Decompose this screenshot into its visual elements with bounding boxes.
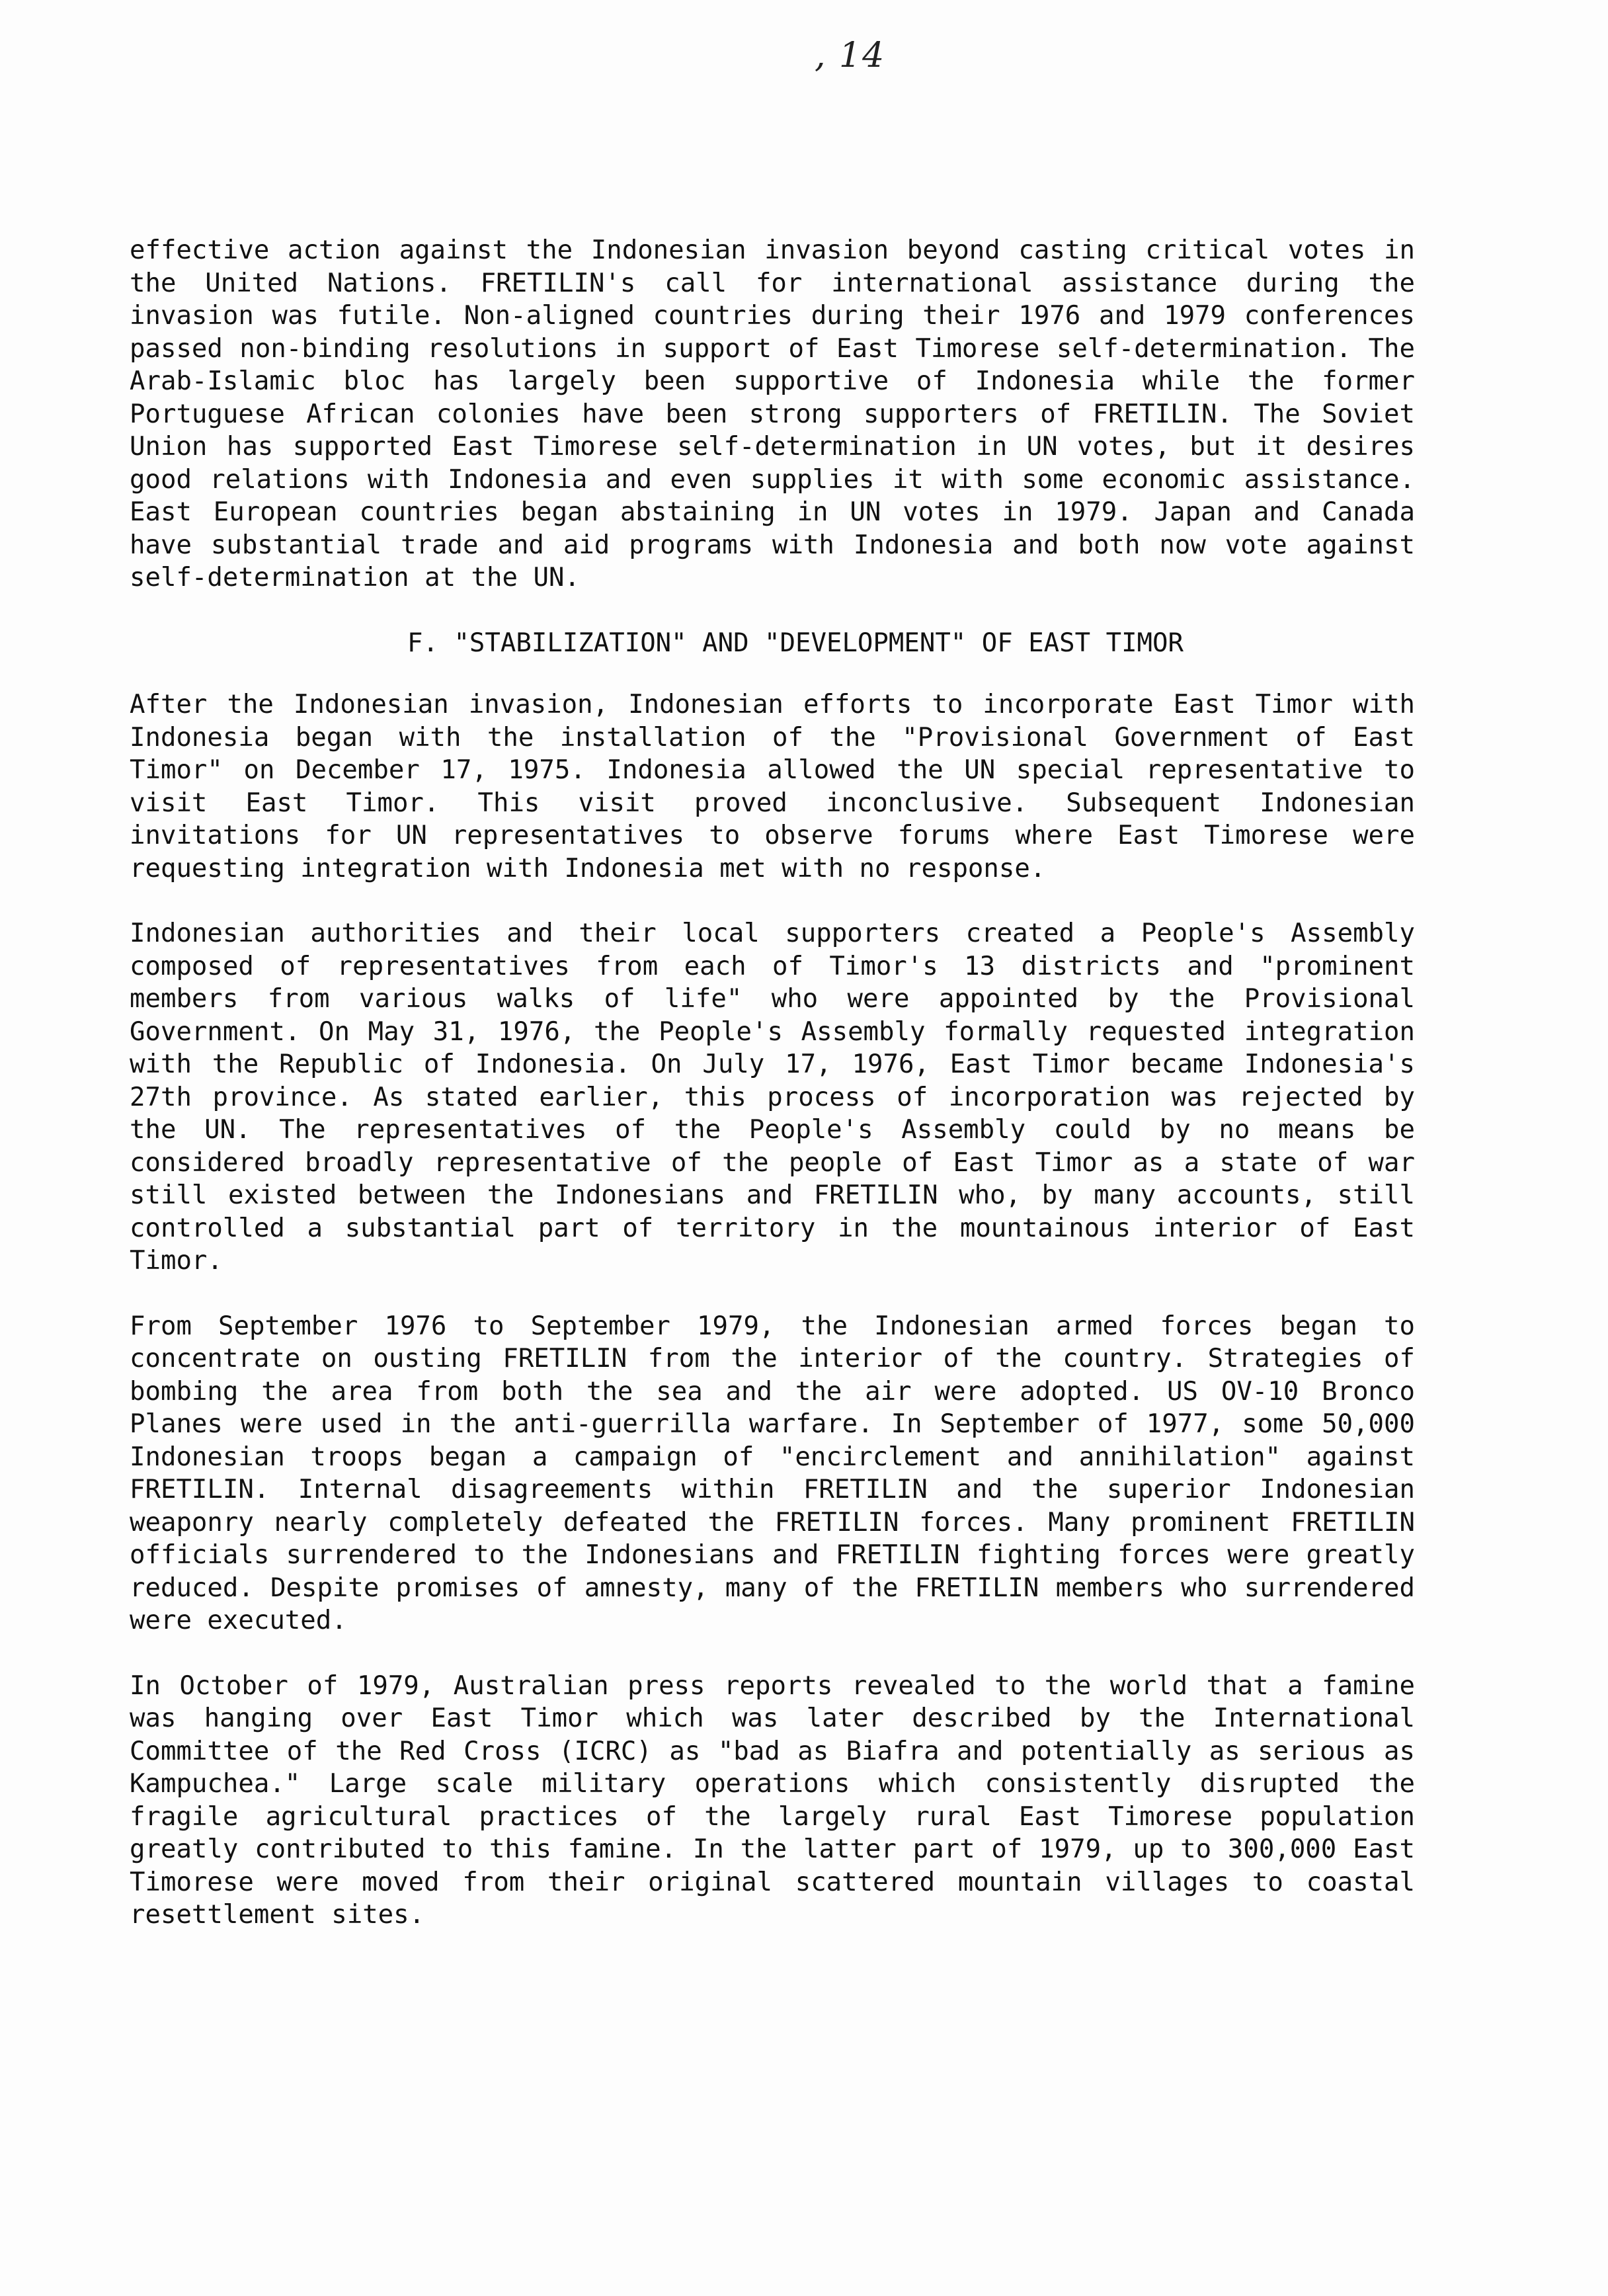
paragraph-peoples-assembly: Indonesian authorities and their local supporters created a People's Assembly composed of representatives from each of Timor's 13 districts and "prominent members from various walks of life" who were appointed by the Provisional Government. On May 31, 1976, the People's Assembly formally requested integration with the Republic of Indonesia. On July 17, 1976, East Timor became Indonesia's 27th province. As stated earlier, this process of incorporation was rejected by the UN. The representatives of the People's Assembly could by no means be considered broadly representative of the people of East Timor as a state of war still existed between the Indonesians and FRETILIN who, by many accounts, still controlled a substantial part of territory in the mountainous interior of East Timor. — [130, 919, 1415, 1276]
paragraph-famine: In October of 1979, Australian press reports revealed to the world that a famine was hanging over East Timor which was later described by the International Committee of the Red Cross (ICRC) as "bad as Biafra and potentially as serious as Kampuchea." Large scale military operations which consistently disrupted the fragile agricultural practices of the largely rural East Timorese population greatly contributed to this famine. In the latter part of 1979, up to 300,000 East Timorese were moved from their original scattered mountain villages to coastal resettlement sites. — [130, 1670, 1415, 1930]
document-body — [130, 234, 1415, 1964]
page-number: , 14 — [815, 36, 886, 75]
section-heading: F. "STABILIZATION" AND "DEVELOPMENT" OF EAST TIMOR — [407, 628, 1184, 658]
paragraph-international-reaction: effective action against the Indonesian invasion beyond casting critical votes in the United Nations. FRETILIN's call for international assistance during the invasion was futile. Non-aligned countries during their 1976 and 1979 conferences passed non-binding resolutions in support of East Timorese self-determination. The Arab-Islamic bloc has largely been supportive of Indonesia while the former Portuguese African colonies have been strong supporters of FRETILIN. The Soviet Union has supported East Timorese self-determination in UN votes, but it desires good relations with Indonesia and even supplies it with some economic assistance. East European countries began abstaining in UN votes in 1979. Japan and Canada have substantial trade and aid programs with Indonesia and both now vote against self-determination at the UN. — [130, 235, 1415, 593]
paragraph-provisional-government: After the Indonesian invasion, Indonesian efforts to incorporate East Timor with Indonesia began with the installation of the "Provisional Government of East Timor" on December 17, 1975. Indonesia allowed the UN special representative to visit East Timor. This visit proved inconclusive. Subsequent Indonesian invitations for UN representatives to observe forums where East Timorese were requesting integration with Indonesia met with no response. — [130, 690, 1415, 883]
paragraph-military-campaign: From September 1976 to September 1979, the Indonesian armed forces began to concentrate on ousting FRETILIN from the interior of the country. Strategies of bombing the area from both the sea and the air were adopted. US OV-10 Bronco Planes were used in the anti-guerrilla warfare. In September of 1977, some 50,000 Indonesian troops began a campaign of "encirclement and annihilation" against FRETILIN. Internal disagreements within FRETILIN and the superior Indonesian weaponry nearly completely defeated the FRETILIN forces. Many prominent FRETILIN officials surrendered to the Indonesians and FRETILIN fighting forces were greatly reduced. Despite promises of amnesty, many of the FRETILIN members who surrendered were executed. — [130, 1311, 1415, 1635]
